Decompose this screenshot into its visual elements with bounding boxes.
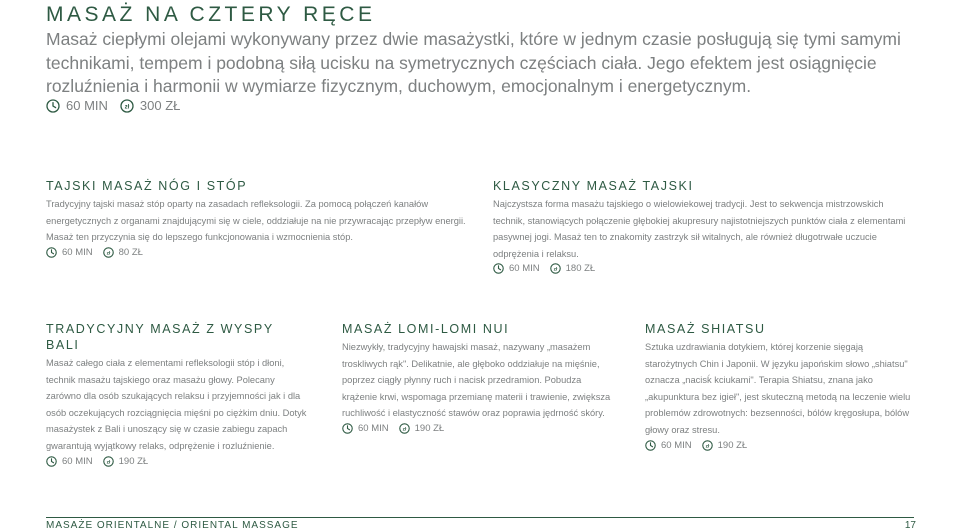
service-klasyczny-masaz-tajski <box>493 178 918 274</box>
price-value: 180 ZŁ <box>565 263 596 275</box>
service-masaz-z-wyspy-bali <box>46 321 308 467</box>
duration-value: 60 MIN <box>509 263 540 275</box>
service-description: Najczystsza forma masażu tajskiego o wielowiekowej tradycji. Jest to sekwencja mistrzowskich technik, stanowiących połączenie głębokiej akupresury najistotniejszych punktów ciała z elementami pasywnej jogi. Masaż ten to znakomity zastrzyk sił witalnych, ale również długotrwałe uczucie odprężenia i relaksu. <box>493 199 906 259</box>
zloty-coin-icon <box>702 440 713 451</box>
zloty-coin-icon <box>120 99 134 113</box>
duration-value: 60 MIN <box>358 422 389 434</box>
clock-icon <box>46 247 57 258</box>
clock-icon <box>493 263 504 274</box>
duration-value: 60 MIN <box>62 246 93 258</box>
clock-icon <box>342 423 353 434</box>
price-value: 190 ZŁ <box>118 455 149 467</box>
service-title: MASAŻ LOMI-LOMI NUI <box>342 322 510 336</box>
service-tajski-nog-i-stop <box>46 178 476 258</box>
page-title: MASAŻ NA CZTERY RĘCE <box>46 3 376 26</box>
service-masaz-shiatsu <box>645 321 915 451</box>
svg-text:zł: zł <box>402 426 406 432</box>
service-description: Masaż całego ciała z elementami refleksologii stóp i dłoni, technik masażu tajskiego oraz masażu głowy. Polecany zarówno dla osób szukających relaksu i przyjemności jak i dla osób oczekujących rozciągnięcia mięśni po ciężkim dniu. Dotyk masażystek z Bali i unoszący się w czasie zabiegu zapach gwarantują wyjątkowy relaks, odprężenie i rozluźnienie. <box>46 358 307 451</box>
svg-text:zł: zł <box>106 458 110 464</box>
page-number: 17 <box>904 520 916 531</box>
zloty-coin-icon <box>103 456 114 467</box>
service-meta <box>46 456 308 467</box>
clock-icon <box>46 456 57 467</box>
price-value: 80 ZŁ <box>118 246 143 258</box>
service-title: KLASYCZNY MASAŻ TAJSKI <box>493 179 694 193</box>
service-title: MASAŻ SHIATSU <box>645 322 766 336</box>
hero-meta <box>46 98 192 113</box>
service-meta <box>46 247 476 258</box>
svg-text:zł: zł <box>553 266 557 272</box>
svg-text:zł: zł <box>124 103 130 110</box>
service-lomi-lomi-nui <box>342 321 617 434</box>
duration-value: 60 MIN <box>661 439 692 451</box>
service-description: Tradycyjny tajski masaż stóp oparty na zasadach refleksologii. Za pomocą połączeń kanałów energetycznych z organami znajdującymi się w ciele, oddziałuje na nie przywracając przepływ energii. Masaż ten przyczynia się do lepszego funkcjonowania i wzmocnienia stóp. <box>46 199 466 243</box>
price-value: 190 ZŁ <box>414 422 445 434</box>
service-description: Niezwykły, tradycyjny hawajski masaż, nazywany „masażem troskliwych rąk". Delikatnie, ale głęboko oddziałuje na mięśnie, poprzez ciągły płynny ruch i nacisk przedramion. Pobudza krążenie krwi, wspomaga przemianę materii i trawienie, zwiększa ruchliwość i elastyczność stawów oraz poprawia jędrność skóry. <box>342 342 611 419</box>
zloty-coin-icon <box>103 247 114 258</box>
service-description: Sztuka uzdrawiania dotykiem, której korzenie sięgają starożytnych Chin i Japonii. W języku japońskim słowo „shiatsu" oznacza „nacisḱ kciukami". Terapia Shiatsu, znana jako „akupunktura bez igieł", jest skuteczną metodą na leczenie wielu problemów zdrowotnych: bezsenności, bólów kręgosłupa, bólów głowy oraz stresu. <box>645 342 911 435</box>
service-title: TRADYCYJNY MASAŻ Z WYSPY BALI <box>46 322 274 352</box>
hero-description: Masaż ciepłymi olejami wykonywany przez dwie masażystki, które w jednym czasie posługują się tymi samymi technikami, tempem i podobną siłą ucisku na symetrycznych częściach ciała. Jego efektem jest osiągnięcie rozluźnienia i harmonii w wymiarze fizycznym, duchowym, emocjonalnym i energetycznym. <box>46 29 901 96</box>
duration-value: 60 MIN <box>62 455 93 467</box>
price-value: 300 ZŁ <box>139 98 181 113</box>
zloty-coin-icon <box>550 263 561 274</box>
svg-text:zł: zł <box>106 250 110 256</box>
clock-icon <box>645 440 656 451</box>
footer-section-title: MASAŻE ORIENTALNE / ORIENTAL MASSAGE <box>46 520 299 531</box>
service-title: TAJSKI MASAŻ NÓG I STÓP <box>46 179 248 193</box>
svg-text:zł: zł <box>705 442 709 448</box>
price-value: 190 ZŁ <box>717 439 748 451</box>
service-meta <box>645 440 915 451</box>
zloty-coin-icon <box>399 423 410 434</box>
clock-icon <box>46 99 60 113</box>
footer-divider <box>46 517 914 518</box>
duration-value: 60 MIN <box>66 98 108 113</box>
service-meta <box>493 263 918 274</box>
service-meta <box>342 423 617 434</box>
